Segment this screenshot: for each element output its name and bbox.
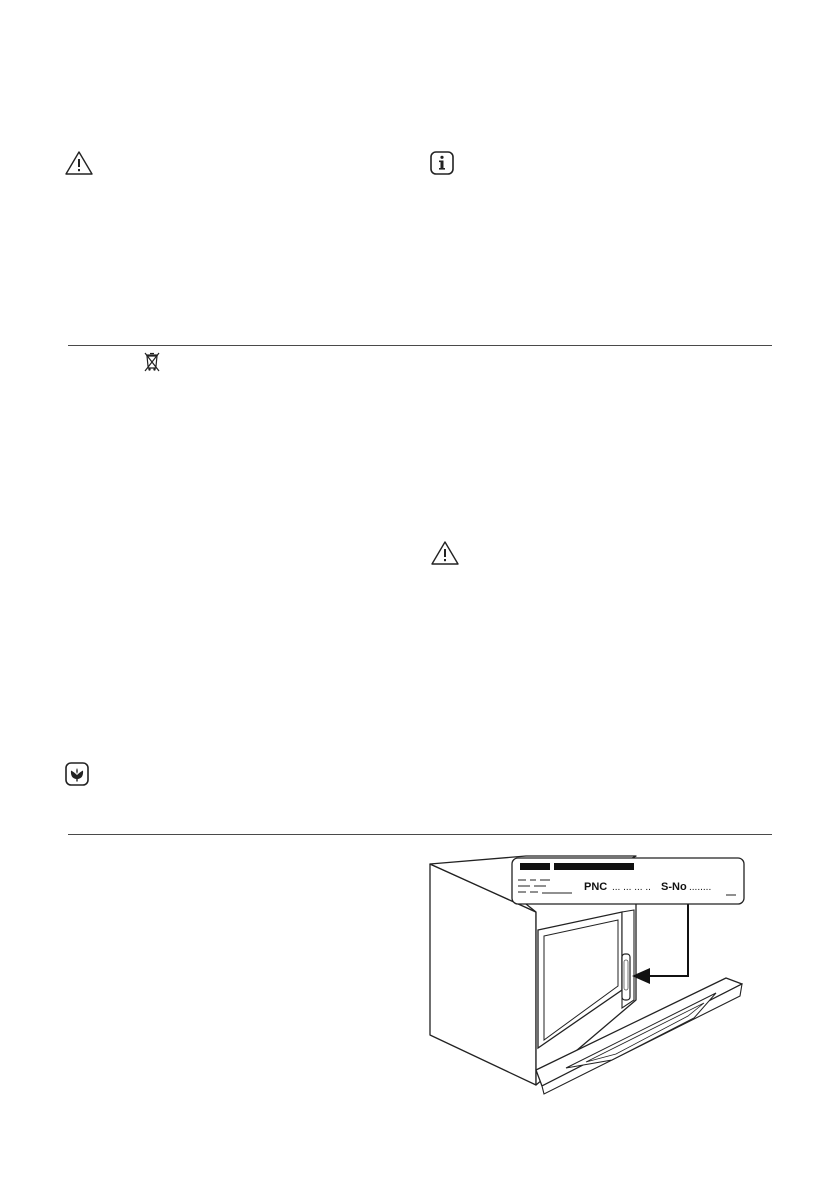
serial-number-label: S-No (661, 881, 687, 893)
warning-triangle-icon (64, 150, 94, 176)
oven-rating-plate-illustration (426, 850, 762, 1096)
warning-triangle-icon (430, 540, 460, 566)
info-icon (430, 151, 454, 175)
pnc-value-dots: ... ... ... .. (612, 882, 651, 893)
section-divider (68, 345, 772, 346)
serial-number-dots: ........ (689, 882, 712, 893)
section-divider (68, 834, 772, 835)
pnc-label: PNC (584, 881, 608, 893)
flower-environment-icon (65, 762, 89, 786)
crossed-bin-icon (143, 351, 161, 373)
